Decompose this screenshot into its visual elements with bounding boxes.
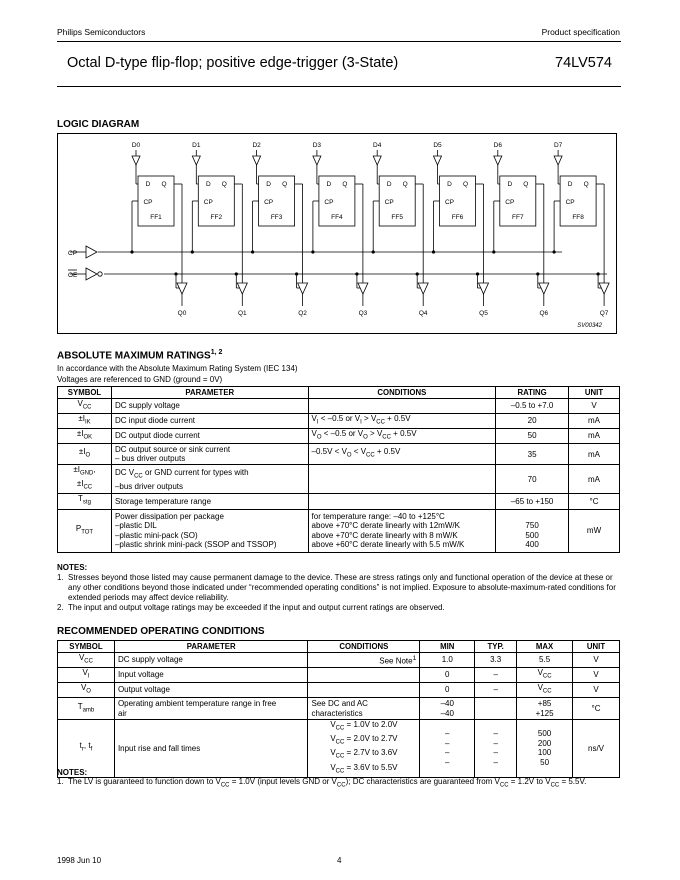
abs-max-notes-heading: NOTES: <box>57 563 88 572</box>
input-label-d7: D7 <box>553 142 563 149</box>
flipflop-pin-d-5: D <box>447 181 452 188</box>
abs-max-parameter: DC output diode current <box>111 429 308 444</box>
input-buffer-icon-3 <box>313 156 321 165</box>
abs-max-symbol: $\pm I_{OK}$ <box>58 429 112 444</box>
footer-date: 1998 Jun 10 <box>57 856 102 865</box>
abs-max-parameter: DC supply voltage <box>111 399 308 414</box>
abs-max-row <box>58 444 620 465</box>
rec-op-parameter: Operating ambient temperature range in free air <box>114 698 308 720</box>
flipflop-label-1: FF2 <box>210 214 223 221</box>
oe-junction-3 <box>355 272 358 275</box>
clock-junction-1 <box>191 250 194 253</box>
rec-op-row <box>58 653 620 668</box>
flipflop-label-3: FF4 <box>331 214 343 221</box>
flipflop-pin-q-1: Q <box>221 181 227 188</box>
rec-op-parameter: Input voltage <box>114 668 308 683</box>
rec-op-unit: V <box>573 653 620 668</box>
clock-junction-4 <box>372 250 375 253</box>
input-buffer-icon-4 <box>373 156 381 165</box>
abs-max-symbol: $\pm I_{GND}$, $\pm I_{CC}$ <box>58 465 112 494</box>
rec-op-row <box>58 698 620 720</box>
rec-op-symbol: $T_{amb}$ <box>58 698 115 720</box>
abs-max-conditions <box>308 494 496 509</box>
oe-junction-4 <box>416 272 419 275</box>
abs-max-parameter: Storage temperature range <box>111 494 308 509</box>
oe-junction-2 <box>295 272 298 275</box>
flipflop-pin-d-6: D <box>507 181 513 188</box>
rec-col-symbol: SYMBOL <box>58 641 115 653</box>
abs-max-unit: mA <box>569 429 620 444</box>
abs-max-intro-1: In accordance with the Absolute Maximum Rating System (IEC 134) <box>57 364 298 373</box>
flipflop-pin-cp-0: CP <box>143 199 153 206</box>
abs-max-conditions: $V_O < -0.5$ or $V_O > V_{CC} + 0.5V$ <box>308 429 496 444</box>
rec-op-symbol: $V_O$ <box>58 683 115 698</box>
footer-page-number: 4 <box>337 856 342 865</box>
abs-max-rating: 750 500 400 <box>496 509 569 552</box>
abs-max-note-text: The input and output voltage ratings may be exceeded if the input and output current ratings are observed. <box>68 603 445 612</box>
abs-max-conditions: $V_I < -0.5$ or $V_I > V_{CC} + 0.5V$ <box>308 414 496 429</box>
rec-op-min: 1.0 <box>420 653 475 668</box>
clock-junction-2 <box>251 250 254 253</box>
rec-col-max: MAX <box>517 641 573 653</box>
abs-max-unit: mA <box>569 444 620 465</box>
input-label-d5: D5 <box>433 142 442 149</box>
rec-col-conditions: CONDITIONS <box>308 641 420 653</box>
input-buffer-icon-1 <box>192 156 200 165</box>
logic-diagram <box>57 133 617 334</box>
rec-op-conditions <box>308 668 420 683</box>
header-rule <box>57 41 621 42</box>
abs-max-notes <box>57 573 627 613</box>
oe-junction-7 <box>597 272 600 275</box>
abs-max-unit: mA <box>569 465 620 494</box>
rec-op-max: 500 200 100 50 <box>517 720 573 777</box>
rec-op-unit: ns/V <box>573 720 620 777</box>
rec-op-parameter: Input rise and fall times <box>114 720 308 777</box>
rec-col-parameter: PARAMETER <box>114 641 308 653</box>
rec-op-conditions: See DC and AC characteristics <box>308 698 420 720</box>
rec-col-typ: TYP. <box>475 641 517 653</box>
oe-input-label: OE <box>68 272 78 279</box>
abs-max-conditions <box>308 465 496 494</box>
rec-op-symbol: $V_I$ <box>58 668 115 683</box>
flipflop-pin-cp-5: CP <box>444 199 455 206</box>
abs-max-conditions <box>308 399 496 414</box>
rec-op-min: 0 <box>420 668 475 683</box>
output-label-q6: Q6 <box>539 310 549 317</box>
header-company: Philips Semiconductors <box>57 27 146 37</box>
abs-max-symbol: $\pm I_O$ <box>58 444 112 465</box>
abs-max-row <box>58 399 620 414</box>
rec-op-conditions: $V_{CC} = 1.0V$ to 2.0V $V_{CC} = 2.0V$ to 2.7V $V_{CC} = 2.7V$ to 3.6V $V_{CC} = 3.6V$ to 5.5V <box>308 720 420 777</box>
rec-op-typ: 3.3 <box>475 653 517 668</box>
flipflop-pin-cp-1: CP <box>203 199 213 206</box>
rec-op-heading: RECOMMENDED OPERATING CONDITIONS <box>57 626 265 637</box>
output-buffer-icon-0 <box>177 283 187 294</box>
input-buffer-icon-0 <box>132 156 140 165</box>
output-label-q4: Q4 <box>418 310 428 317</box>
flipflop-pin-d-0: D <box>145 181 151 188</box>
abs-max-rating: 35 <box>496 444 569 465</box>
rec-op-typ: – <box>475 668 517 683</box>
oe-buffer-icon <box>86 268 97 280</box>
abs-max-conditions: for temperature range: –40 to +125°C above +70°C derate linearly with 12mW/K above +70°C derate linearly with 8 mW/K above +60°C derate linearly with 5.5 mW/K <box>308 509 496 552</box>
abs-max-rating: –65 to +150 <box>496 494 569 509</box>
abs-max-note-number: 2. <box>57 603 64 612</box>
abs-max-row <box>58 414 620 429</box>
rec-op-typ: – – – – <box>475 720 517 777</box>
rec-op-parameter: Output voltage <box>114 683 308 698</box>
input-label-d3: D3 <box>312 142 322 149</box>
input-label-d6: D6 <box>493 142 502 149</box>
rec-op-unit: V <box>573 683 620 698</box>
flipflop-pin-q-7: Q <box>583 181 589 188</box>
output-label-q0: Q0 <box>177 310 187 317</box>
output-buffer-icon-5 <box>479 283 489 294</box>
abs-max-conditions: $-0.5V < V_O < V_{CC} + 0.5V$ <box>308 444 496 465</box>
flipflop-pin-cp-7: CP <box>565 199 575 206</box>
rec-op-min: –40 –40 <box>420 698 475 720</box>
abs-max-note-text: Stresses beyond those listed may cause permanent damage to the device. These are stress ratings only and functional operation of the device at these or any other conditions beyond those indicated under “recommended operating conditions” is not implied. Exposure to absolute-maximum-rated conditions for extended periods may affect device reliability. <box>68 573 616 602</box>
oe-junction-5 <box>476 272 479 275</box>
flipflop-pin-cp-4: CP <box>384 199 394 206</box>
flipflop-label-2: FF3 <box>270 214 283 221</box>
clock-junction-7 <box>553 250 556 253</box>
rec-op-note-1-number: 1. <box>57 777 64 786</box>
title-rule <box>57 86 621 87</box>
output-label-q5: Q5 <box>479 310 488 317</box>
rec-op-max: +85 +125 <box>517 698 573 720</box>
input-label-d1: D1 <box>192 142 201 149</box>
input-label-d2: D2 <box>252 142 261 149</box>
output-buffer-icon-3 <box>358 283 368 294</box>
rec-op-conditions: See Note$^1$ <box>308 653 420 668</box>
abs-max-rating: 20 <box>496 414 569 429</box>
input-buffer-icon-6 <box>494 156 502 165</box>
flipflop-label-0: FF1 <box>150 214 162 221</box>
rec-op-row <box>58 668 620 683</box>
output-label-q3: Q3 <box>358 310 368 317</box>
rec-op-symbol: $V_{CC}$ <box>58 653 115 668</box>
flipflop-pin-q-0: Q <box>161 181 167 188</box>
rec-op-min: – – – – <box>420 720 475 777</box>
abs-max-row <box>58 465 620 494</box>
abs-max-unit: V <box>569 399 620 414</box>
abs-max-unit: mW <box>569 509 620 552</box>
input-buffer-icon-5 <box>434 156 442 165</box>
input-label-d0: D0 <box>131 142 141 149</box>
abs-col-conditions: CONDITIONS <box>308 387 496 399</box>
abs-max-unit: mA <box>569 414 620 429</box>
rec-op-max: 5.5 <box>517 653 573 668</box>
abs-max-parameter: DC output source or sink current – bus driver outputs <box>111 444 308 465</box>
abs-max-rating: 70 <box>496 465 569 494</box>
abs-max-symbol: $\pm I_{IK}$ <box>58 414 112 429</box>
abs-max-symbol: $P_{TOT}$ <box>58 509 112 552</box>
abs-max-symbol: $V_{CC}$ <box>58 399 112 414</box>
rec-op-table <box>57 640 620 778</box>
rec-op-typ: – <box>475 683 517 698</box>
flipflop-pin-d-3: D <box>326 181 332 188</box>
flipflop-pin-q-2: Q <box>282 181 288 188</box>
abs-col-unit: UNIT <box>569 387 620 399</box>
abs-max-heading <box>57 349 222 361</box>
flipflop-label-5: FF6 <box>451 214 464 221</box>
flipflop-pin-d-4: D <box>386 181 392 188</box>
flipflop-label-6: FF7 <box>512 214 524 221</box>
rec-op-table-header <box>58 641 620 653</box>
abs-max-unit: °C <box>569 494 620 509</box>
oe-junction-0 <box>174 272 177 275</box>
abs-max-rating: –0.5 to +7.0 <box>496 399 569 414</box>
output-buffer-icon-7 <box>599 283 609 294</box>
flipflop-pin-q-4: Q <box>402 181 408 188</box>
flipflop-pin-cp-6: CP <box>505 199 515 206</box>
abs-max-intro-2: Voltages are referenced to GND (ground = 0V) <box>57 375 223 384</box>
abs-max-row <box>58 494 620 509</box>
rec-op-min: 0 <box>420 683 475 698</box>
output-buffer-icon-6 <box>539 283 549 294</box>
clock-input-label: CP <box>68 250 78 257</box>
rec-op-max: $V_{CC}$ <box>517 668 573 683</box>
flipflop-pin-d-2: D <box>266 181 271 188</box>
rec-op-parameter: DC supply voltage <box>114 653 308 668</box>
clock-junction-6 <box>492 250 495 253</box>
input-buffer-icon-7 <box>554 156 562 165</box>
abs-max-row <box>58 509 620 552</box>
rec-op-unit: °C <box>573 698 620 720</box>
abs-max-note-2 <box>57 603 627 613</box>
input-buffer-icon-2 <box>253 156 261 165</box>
abs-max-parameter: DC $V_{CC}$ or GND current for types with –bus driver outputs <box>111 465 308 494</box>
rec-op-unit: V <box>573 668 620 683</box>
abs-max-parameter: Power dissipation per package –plastic DIL –plastic mini-pack (SO) –plastic shrink mini-pack (SSOP and TSSOP) <box>111 509 308 552</box>
part-number: 74LV574 <box>555 55 612 71</box>
logic-diagram-svg <box>58 134 616 333</box>
oe-junction-6 <box>536 272 539 275</box>
flipflop-label-7: FF8 <box>572 214 584 221</box>
flipflop-pin-cp-3: CP <box>324 199 334 206</box>
oe-inversion-bubble <box>98 272 102 276</box>
oe-junction-1 <box>235 272 238 275</box>
input-label-d4: D4 <box>373 142 382 149</box>
rec-op-row <box>58 683 620 698</box>
clock-junction-5 <box>432 250 435 253</box>
output-buffer-icon-4 <box>418 283 428 294</box>
rec-op-row <box>58 720 620 777</box>
abs-max-table-header <box>58 387 620 399</box>
logic-diagram-heading: LOGIC DIAGRAM <box>57 119 140 130</box>
abs-max-parameter: DC input diode current <box>111 414 308 429</box>
abs-col-rating: RATING <box>496 387 569 399</box>
output-buffer-icon-2 <box>298 283 308 294</box>
rec-op-max: $V_{CC}$ <box>517 683 573 698</box>
abs-col-symbol: SYMBOL <box>58 387 112 399</box>
flipflop-pin-cp-2: CP <box>264 199 274 206</box>
abs-max-row <box>58 429 620 444</box>
output-buffer-icon-1 <box>237 283 247 294</box>
output-label-q7: Q7 <box>599 310 609 317</box>
rec-col-min: MIN <box>420 641 475 653</box>
rec-op-conditions <box>308 683 420 698</box>
flipflop-label-4: FF5 <box>391 214 403 221</box>
output-label-q1: Q1 <box>237 310 247 317</box>
abs-max-symbol: $T_{stg}$ <box>58 494 112 509</box>
flipflop-pin-q-5: Q <box>462 181 469 188</box>
rec-op-symbol: $t_r$, $t_f$ <box>58 720 115 777</box>
abs-max-heading-text: ABSOLUTE MAXIMUM RATINGS <box>57 350 211 362</box>
rec-op-notes-heading: NOTES: <box>57 768 88 777</box>
abs-col-parameter: PARAMETER <box>111 387 308 399</box>
flipflop-pin-q-6: Q <box>523 181 529 188</box>
abs-max-rating: 50 <box>496 429 569 444</box>
header-doc-type: Product specification <box>541 27 620 37</box>
abs-max-note-1 <box>57 573 627 603</box>
flipflop-pin-d-7: D <box>567 181 573 188</box>
flipflop-pin-q-3: Q <box>342 181 348 188</box>
abs-max-note-number: 1. <box>57 573 64 582</box>
output-label-q2: Q2 <box>298 310 307 317</box>
rec-op-note-1 <box>57 777 627 791</box>
rec-col-unit: UNIT <box>573 641 620 653</box>
rec-op-typ <box>475 698 517 720</box>
drawing-code: SV00342 <box>577 323 602 329</box>
abs-max-heading-sup: 1, 2 <box>210 349 223 356</box>
abs-max-table <box>57 386 620 553</box>
page-title: Octal D-type flip-flop; positive edge-trigger (3-State) <box>67 55 399 71</box>
clock-junction-3 <box>311 250 314 253</box>
rec-op-note-1-text: The LV is guaranteed to function down to $V_{CC} = 1.0V$ (input levels GND or $V_{CC}$); DC characteristics are guaranteed from $V_{CC} = 1.2V$ to $V_{CC} = 5.5V$. <box>68 777 587 789</box>
clock-buffer-icon <box>86 246 97 258</box>
flipflop-pin-d-1: D <box>205 181 211 188</box>
clock-junction-0 <box>130 250 133 253</box>
